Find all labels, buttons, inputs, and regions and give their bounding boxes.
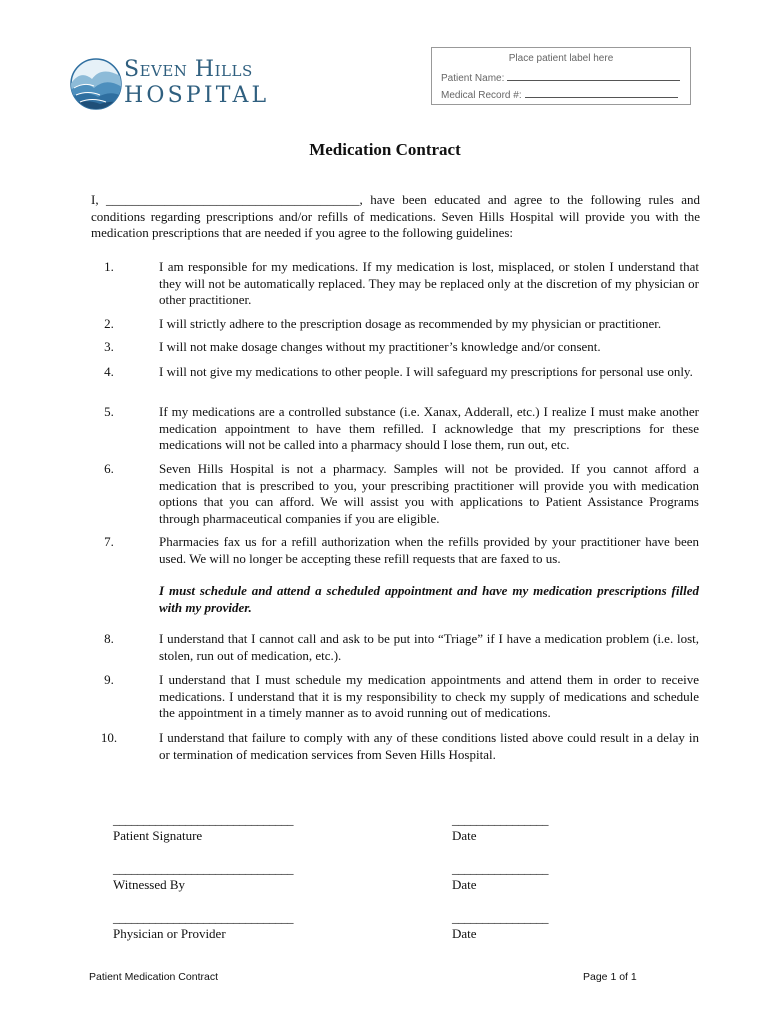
item-text: I understand that failure to comply with any of these conditions listed above could result in a delay in or termination of medication services from Seven Hills Hospital.	[159, 730, 699, 762]
hills-logo-icon	[70, 55, 122, 113]
physician-signature-line[interactable]: ______________________________	[113, 910, 293, 925]
item-text: I will not make dosage changes without my practitioner’s knowledge and/or consent.	[159, 339, 601, 354]
item-number: 9.	[104, 672, 114, 687]
item-text: I will not give my medications to other people. I will safeguard my prescriptions for personal use only.	[159, 364, 693, 379]
patient-signature-line[interactable]: ______________________________	[113, 812, 293, 827]
item-text: I understand that I must schedule my medication appointments and attend them in order to receive medications. I understand that it is my responsibility to check my supply of medications and schedule the appointment in a timely manner as to avoid running out of medications.	[159, 672, 699, 721]
medical-record-row	[441, 88, 678, 101]
patient-label-box	[431, 47, 691, 105]
item-number: 7.	[104, 534, 114, 549]
witness-date-line[interactable]: ________________	[452, 861, 548, 876]
patient-date-line[interactable]: ________________	[452, 812, 548, 827]
item-number: 6.	[104, 461, 114, 476]
medical-record-label: Medical Record #:	[441, 90, 522, 101]
patient-date-label: Date	[452, 828, 477, 843]
physician-label: Physician or Provider	[113, 926, 226, 941]
witness-date-label: Date	[452, 877, 477, 892]
footer-page-number: Page 1 of 1	[583, 971, 637, 983]
patient-name-row	[441, 71, 680, 84]
hospital-logo	[70, 55, 275, 113]
witnessed-by-label: Witnessed By	[113, 877, 186, 892]
item-text: Seven Hills Hospital is not a pharmacy. Samples will not be provided. If you cannot afford a medication that is prescribed to you, your prescribing practitioner will provide you with medication options that you can afford. We will assist you with applications to Patient Assistance Programs through pharmaceutical companies if you are eligible.	[159, 461, 699, 527]
logo-text-line2: HOSPITAL	[124, 83, 270, 108]
item-number: 4.	[104, 364, 114, 379]
patient-signature-label: Patient Signature	[113, 828, 203, 843]
item-number: 2.	[104, 316, 114, 331]
item-number: 10.	[100, 730, 118, 745]
item-text: I understand that I cannot call and ask to be put into “Triage” if I have a medication problem (i.e. lost, stolen, run out of medication, etc.).	[159, 631, 699, 663]
patient-name-label: Patient Name:	[441, 73, 505, 84]
item-number: 8.	[104, 631, 114, 646]
item-number: 3.	[104, 339, 114, 354]
item-text: I will strictly adhere to the prescription dosage as recommended by my physician or practitioner.	[159, 316, 662, 331]
witness-signature-line[interactable]: ______________________________	[113, 861, 293, 876]
intro-paragraph: I, _______________________________________, have been educated and agree to the following rules and conditions regarding prescriptions and/or refills of medications. Seven Hills Hospital will provide you with the medication prescriptions that are needed if you agree to the following guidelines:	[91, 192, 700, 241]
medical-record-line[interactable]	[525, 88, 678, 98]
footer-left: Patient Medication Contract	[89, 971, 218, 983]
emphasis-statement: I must schedule and attend a scheduled appointment and have my medication prescriptions filled with my provider.	[159, 583, 699, 615]
logo-text-line1: Seven Hills	[124, 57, 253, 82]
item-number: 1.	[104, 259, 114, 274]
page-title: Medication Contract	[309, 140, 461, 159]
item-text: I am responsible for my medications. If my medication is lost, misplaced, or stolen I understand that they will not be automatically replaced. They may be replaced only at the discretion of my physician or other practitioner.	[159, 259, 699, 308]
physician-date-line[interactable]: ________________	[452, 910, 548, 925]
physician-date-label: Date	[452, 926, 477, 941]
label-box-title: Place patient label here	[508, 53, 614, 64]
item-number: 5.	[104, 404, 114, 419]
patient-name-line[interactable]	[507, 71, 680, 81]
item-text: If my medications are a controlled substance (i.e. Xanax, Adderall, etc.) I realize I must make another medication appointment to have them refilled. I acknowledge that my prescriptions for these medications will not be called into a pharmacy should I lose them, run out, etc.	[159, 404, 699, 453]
item-text: Pharmacies fax us for a refill authorization when the refills provided by your practitioner have been used. We will no longer be accepting these refill requests that are faxed to us.	[159, 534, 699, 566]
